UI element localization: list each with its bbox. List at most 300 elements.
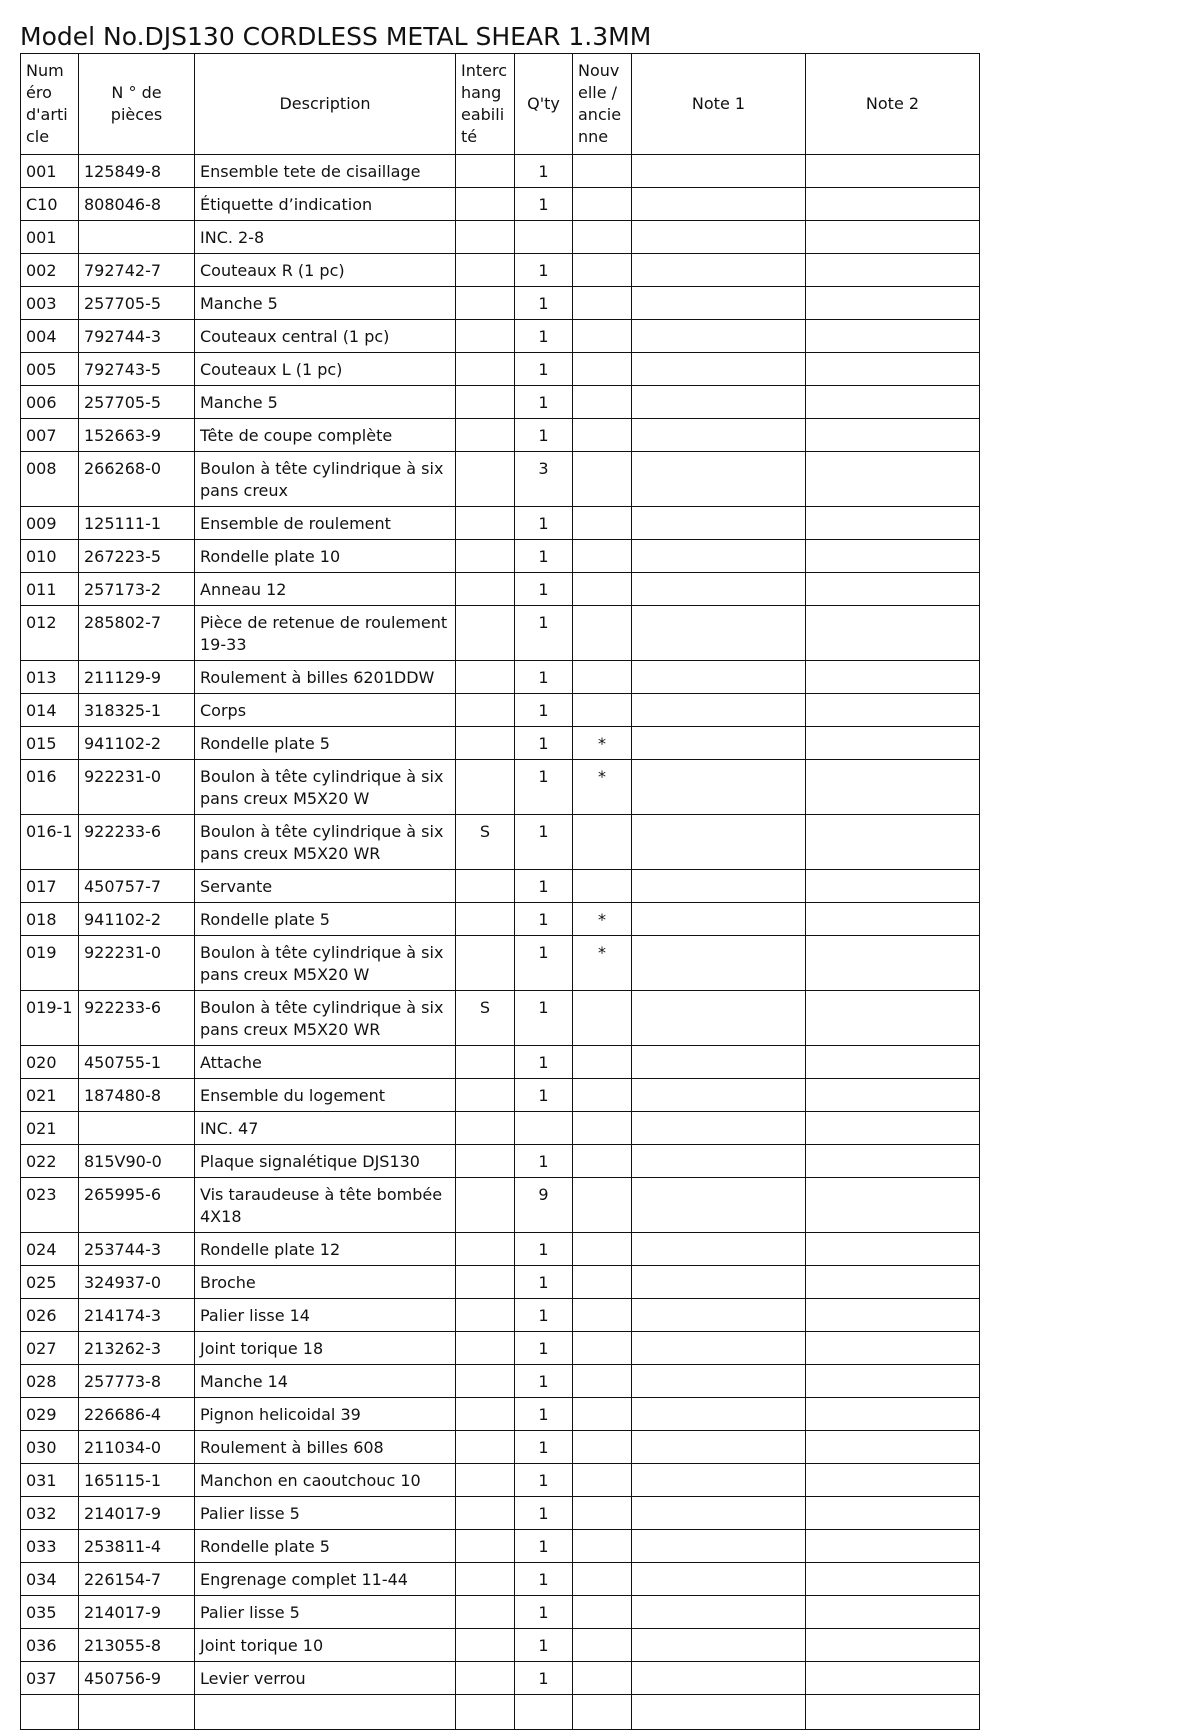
cell-note-1 [632, 1145, 806, 1178]
cell-item-number: C10 [21, 188, 79, 221]
table-row [21, 320, 980, 353]
cell-new-old [573, 386, 632, 419]
cell-description: Plaque signalétique DJS130 [195, 1145, 456, 1178]
cell-note-2 [806, 760, 980, 815]
cell-note-2 [806, 221, 980, 254]
cell-new-old [573, 991, 632, 1046]
table-row [21, 815, 980, 870]
cell-quantity: 1 [515, 1629, 573, 1662]
cell-note-1 [632, 287, 806, 320]
cell-quantity: 1 [515, 1563, 573, 1596]
cell-note-1 [632, 661, 806, 694]
cell-new-old [573, 188, 632, 221]
cell-interchangeability [456, 1145, 515, 1178]
cell-quantity: 1 [515, 1266, 573, 1299]
cell-new-old [573, 1079, 632, 1112]
cell-quantity: 3 [515, 452, 573, 507]
cell-new-old [573, 507, 632, 540]
cell-note-1 [632, 1046, 806, 1079]
cell-item-number: 030 [21, 1431, 79, 1464]
cell-new-old: * [573, 936, 632, 991]
cell-item-number: 017 [21, 870, 79, 903]
cell-interchangeability [456, 419, 515, 452]
cell-interchangeability [456, 573, 515, 606]
cell-quantity: 1 [515, 870, 573, 903]
cell-part-number: 792742-7 [79, 254, 195, 287]
cell-interchangeability: S [456, 991, 515, 1046]
header-item-number: Numéro d'article [21, 54, 79, 155]
cell-quantity: 1 [515, 661, 573, 694]
cell-part-number: 152663-9 [79, 419, 195, 452]
cell-description: Couteaux L (1 pc) [195, 353, 456, 386]
cell-item-number: 013 [21, 661, 79, 694]
cell-new-old [573, 155, 632, 188]
cell-new-old [573, 1266, 632, 1299]
cell-note-2 [806, 694, 980, 727]
cell-new-old [573, 815, 632, 870]
cell-note-2 [806, 1629, 980, 1662]
cell-description: Manchon en caoutchouc 10 [195, 1464, 456, 1497]
cell-part-number: 213262-3 [79, 1332, 195, 1365]
cell-new-old [573, 287, 632, 320]
cell-interchangeability [456, 1299, 515, 1332]
table-row [21, 1629, 980, 1662]
cell-note-1 [632, 452, 806, 507]
cell-description: Manche 5 [195, 386, 456, 419]
table-row [21, 1145, 980, 1178]
cell-description: Manche 14 [195, 1365, 456, 1398]
cell-note-1 [632, 870, 806, 903]
cell-quantity: 1 [515, 760, 573, 815]
table-row [21, 760, 980, 815]
cell-note-2 [806, 254, 980, 287]
cell-item-number: 036 [21, 1629, 79, 1662]
table-row [21, 1464, 980, 1497]
cell-description: Boulon à tête cylindrique à six pans creux M5X20 W [195, 936, 456, 991]
header-new-old: Nouvelle / ancienne [573, 54, 632, 155]
cell-note-2 [806, 1365, 980, 1398]
cell-part-number: 257705-5 [79, 287, 195, 320]
cell-item-number: 012 [21, 606, 79, 661]
cell-interchangeability [456, 1332, 515, 1365]
cell-note-2 [806, 320, 980, 353]
cell-new-old [573, 1398, 632, 1431]
page-title: Model No.DJS130 CORDLESS METAL SHEAR 1.3MM [20, 22, 652, 51]
cell-new-old [573, 1464, 632, 1497]
cell-item-number: 022 [21, 1145, 79, 1178]
cell-note-2 [806, 1464, 980, 1497]
cell-part-number: 165115-1 [79, 1464, 195, 1497]
cell-new-old [573, 661, 632, 694]
cell-quantity: 1 [515, 353, 573, 386]
table-row [21, 606, 980, 661]
cell-note-1 [632, 573, 806, 606]
cell-item-number: 016 [21, 760, 79, 815]
cell-new-old [573, 419, 632, 452]
cell-new-old [573, 606, 632, 661]
table-row [21, 1112, 980, 1145]
cell-note-2 [806, 540, 980, 573]
table-row [21, 1178, 980, 1233]
cell-new-old [573, 1332, 632, 1365]
cell-note-2 [806, 1178, 980, 1233]
cell-part-number: 226686-4 [79, 1398, 195, 1431]
cell-note-2 [806, 1079, 980, 1112]
cell-new-old [573, 1431, 632, 1464]
cell-quantity: 1 [515, 1145, 573, 1178]
cell-note-1 [632, 155, 806, 188]
cell-description: Boulon à tête cylindrique à six pans creux M5X20 W [195, 760, 456, 815]
cell-quantity: 1 [515, 1497, 573, 1530]
cell-part-number: 257773-8 [79, 1365, 195, 1398]
table-row [21, 694, 980, 727]
cell-item-number: 006 [21, 386, 79, 419]
cell-item-number: 001 [21, 221, 79, 254]
table-row [21, 1299, 980, 1332]
header-interchangeability: Interchangeabilité [456, 54, 515, 155]
cell-interchangeability [456, 1497, 515, 1530]
cell-interchangeability [456, 661, 515, 694]
cell-description: Servante [195, 870, 456, 903]
cell-new-old [573, 1046, 632, 1079]
cell-item-number: 020 [21, 1046, 79, 1079]
cell-new-old [573, 1530, 632, 1563]
cell-note-2 [806, 1431, 980, 1464]
cell-new-old [573, 1178, 632, 1233]
table-row [21, 1530, 980, 1563]
cell-new-old [573, 353, 632, 386]
header-note-1: Note 1 [632, 54, 806, 155]
cell-description: Palier lisse 5 [195, 1596, 456, 1629]
cell-note-1 [632, 419, 806, 452]
cell-note-2 [806, 1530, 980, 1563]
cell-interchangeability [456, 870, 515, 903]
cell-part-number: 318325-1 [79, 694, 195, 727]
cell-interchangeability [456, 1178, 515, 1233]
cell-note-1 [632, 727, 806, 760]
cell-interchangeability [456, 1629, 515, 1662]
cell-item-number: 025 [21, 1266, 79, 1299]
table-row [21, 1332, 980, 1365]
cell-note-1 [632, 815, 806, 870]
table-row [21, 419, 980, 452]
parts-table [20, 53, 980, 1730]
empty-cell [632, 1695, 806, 1730]
cell-description: Ensemble de roulement [195, 507, 456, 540]
cell-item-number: 010 [21, 540, 79, 573]
cell-description: Ensemble tete de cisaillage [195, 155, 456, 188]
cell-note-1 [632, 1233, 806, 1266]
table-row [21, 1596, 980, 1629]
cell-part-number: 257705-5 [79, 386, 195, 419]
cell-note-2 [806, 1145, 980, 1178]
cell-quantity: 1 [515, 903, 573, 936]
cell-interchangeability [456, 320, 515, 353]
cell-note-2 [806, 573, 980, 606]
cell-part-number [79, 221, 195, 254]
cell-note-1 [632, 1079, 806, 1112]
cell-description: Manche 5 [195, 287, 456, 320]
cell-new-old [573, 1629, 632, 1662]
table-row [21, 573, 980, 606]
cell-note-1 [632, 1530, 806, 1563]
cell-note-1 [632, 188, 806, 221]
table-row [21, 188, 980, 221]
header-quantity: Q'ty [515, 54, 573, 155]
empty-cell [515, 1695, 573, 1730]
table-row [21, 936, 980, 991]
cell-quantity: 1 [515, 254, 573, 287]
cell-part-number: 211129-9 [79, 661, 195, 694]
cell-interchangeability [456, 1112, 515, 1145]
cell-item-number: 031 [21, 1464, 79, 1497]
cell-description: Couteaux R (1 pc) [195, 254, 456, 287]
cell-part-number: 450757-7 [79, 870, 195, 903]
cell-item-number: 023 [21, 1178, 79, 1233]
table-row [21, 254, 980, 287]
cell-note-2 [806, 1233, 980, 1266]
table-row [21, 353, 980, 386]
cell-quantity: 1 [515, 1398, 573, 1431]
cell-note-1 [632, 254, 806, 287]
cell-interchangeability [456, 606, 515, 661]
cell-interchangeability [456, 1530, 515, 1563]
cell-note-2 [806, 386, 980, 419]
cell-note-1 [632, 386, 806, 419]
cell-interchangeability [456, 507, 515, 540]
cell-item-number: 032 [21, 1497, 79, 1530]
cell-quantity: 1 [515, 606, 573, 661]
cell-item-number: 002 [21, 254, 79, 287]
cell-new-old [573, 452, 632, 507]
cell-quantity: 1 [515, 1233, 573, 1266]
table-row [21, 386, 980, 419]
cell-note-2 [806, 188, 980, 221]
cell-description: Palier lisse 5 [195, 1497, 456, 1530]
empty-cell [21, 1695, 79, 1730]
cell-note-1 [632, 1112, 806, 1145]
cell-item-number: 014 [21, 694, 79, 727]
cell-note-1 [632, 1299, 806, 1332]
table-row [21, 1046, 980, 1079]
cell-quantity: 1 [515, 1530, 573, 1563]
cell-new-old [573, 1563, 632, 1596]
cell-description: Vis taraudeuse à tête bombée 4X18 [195, 1178, 456, 1233]
table-row [21, 1365, 980, 1398]
cell-part-number: 125849-8 [79, 155, 195, 188]
cell-note-2 [806, 1046, 980, 1079]
header-note-2: Note 2 [806, 54, 980, 155]
cell-note-2 [806, 1332, 980, 1365]
cell-note-2 [806, 606, 980, 661]
cell-description: Rondelle plate 5 [195, 727, 456, 760]
cell-note-2 [806, 287, 980, 320]
cell-interchangeability [456, 936, 515, 991]
cell-item-number: 015 [21, 727, 79, 760]
table-row [21, 1662, 980, 1695]
cell-note-2 [806, 353, 980, 386]
parts-table-body [21, 155, 980, 1730]
cell-note-2 [806, 155, 980, 188]
empty-cell [573, 1695, 632, 1730]
cell-new-old [573, 870, 632, 903]
cell-part-number: 922231-0 [79, 760, 195, 815]
cell-note-2 [806, 1662, 980, 1695]
cell-note-2 [806, 1299, 980, 1332]
cell-part-number: 265995-6 [79, 1178, 195, 1233]
cell-part-number: 214017-9 [79, 1596, 195, 1629]
cell-note-1 [632, 353, 806, 386]
cell-item-number: 029 [21, 1398, 79, 1431]
cell-item-number: 027 [21, 1332, 79, 1365]
cell-note-1 [632, 320, 806, 353]
cell-description: Anneau 12 [195, 573, 456, 606]
cell-description: Broche [195, 1266, 456, 1299]
cell-part-number: 266268-0 [79, 452, 195, 507]
cell-quantity: 1 [515, 1464, 573, 1497]
cell-note-1 [632, 1332, 806, 1365]
cell-item-number: 003 [21, 287, 79, 320]
cell-interchangeability [456, 188, 515, 221]
cell-item-number: 004 [21, 320, 79, 353]
cell-quantity: 1 [515, 1365, 573, 1398]
cell-note-1 [632, 1464, 806, 1497]
cell-part-number: 324937-0 [79, 1266, 195, 1299]
cell-item-number: 021 [21, 1112, 79, 1145]
cell-new-old: * [573, 760, 632, 815]
cell-new-old [573, 1145, 632, 1178]
table-row [21, 155, 980, 188]
cell-quantity: 1 [515, 155, 573, 188]
cell-quantity: 1 [515, 991, 573, 1046]
cell-interchangeability [456, 1563, 515, 1596]
cell-item-number: 018 [21, 903, 79, 936]
table-row [21, 221, 980, 254]
cell-interchangeability [456, 540, 515, 573]
cell-interchangeability [456, 903, 515, 936]
empty-cell [195, 1695, 456, 1730]
cell-new-old [573, 540, 632, 573]
cell-new-old [573, 573, 632, 606]
cell-part-number: 226154-7 [79, 1563, 195, 1596]
cell-part-number: 211034-0 [79, 1431, 195, 1464]
cell-interchangeability: S [456, 815, 515, 870]
cell-quantity: 1 [515, 188, 573, 221]
cell-part-number [79, 1112, 195, 1145]
cell-item-number: 019-1 [21, 991, 79, 1046]
cell-interchangeability [456, 221, 515, 254]
cell-note-1 [632, 1398, 806, 1431]
cell-note-1 [632, 991, 806, 1046]
cell-interchangeability [456, 1266, 515, 1299]
cell-part-number: 214017-9 [79, 1497, 195, 1530]
cell-note-1 [632, 540, 806, 573]
cell-description: Corps [195, 694, 456, 727]
cell-quantity: 1 [515, 1299, 573, 1332]
cell-interchangeability [456, 155, 515, 188]
cell-part-number: 815V90-0 [79, 1145, 195, 1178]
cell-part-number: 922233-6 [79, 815, 195, 870]
empty-cell [79, 1695, 195, 1730]
table-row [21, 507, 980, 540]
cell-note-1 [632, 1662, 806, 1695]
cell-interchangeability [456, 760, 515, 815]
cell-new-old [573, 1233, 632, 1266]
cell-note-1 [632, 936, 806, 991]
cell-description: Tête de coupe complète [195, 419, 456, 452]
table-row [21, 661, 980, 694]
table-row [21, 1497, 980, 1530]
table-row [21, 870, 980, 903]
table-row [21, 1398, 980, 1431]
cell-description: Rondelle plate 5 [195, 903, 456, 936]
cell-part-number: 125111-1 [79, 507, 195, 540]
table-row-empty [21, 1695, 980, 1730]
cell-item-number: 005 [21, 353, 79, 386]
cell-new-old [573, 221, 632, 254]
header-row [21, 54, 980, 155]
cell-interchangeability [456, 727, 515, 760]
cell-note-2 [806, 1398, 980, 1431]
cell-item-number: 037 [21, 1662, 79, 1695]
cell-description: Rondelle plate 5 [195, 1530, 456, 1563]
table-row [21, 1266, 980, 1299]
cell-part-number: 450756-9 [79, 1662, 195, 1695]
cell-interchangeability [456, 1079, 515, 1112]
cell-description: Attache [195, 1046, 456, 1079]
cell-quantity: 1 [515, 320, 573, 353]
table-row [21, 1563, 980, 1596]
cell-new-old [573, 1662, 632, 1695]
empty-cell [806, 1695, 980, 1730]
cell-note-2 [806, 1497, 980, 1530]
cell-description: Roulement à billes 608 [195, 1431, 456, 1464]
cell-note-1 [632, 1431, 806, 1464]
table-row [21, 903, 980, 936]
cell-quantity [515, 221, 573, 254]
table-row [21, 1431, 980, 1464]
table-row [21, 727, 980, 760]
cell-note-2 [806, 870, 980, 903]
header-description: Description [195, 54, 456, 155]
cell-quantity: 1 [515, 386, 573, 419]
cell-new-old [573, 1497, 632, 1530]
cell-description: Roulement à billes 6201DDW [195, 661, 456, 694]
cell-description: Levier verrou [195, 1662, 456, 1695]
cell-part-number: 792744-3 [79, 320, 195, 353]
cell-item-number: 019 [21, 936, 79, 991]
cell-description: Boulon à tête cylindrique à six pans creux M5X20 WR [195, 991, 456, 1046]
cell-note-2 [806, 815, 980, 870]
cell-interchangeability [456, 1233, 515, 1266]
cell-interchangeability [456, 1046, 515, 1079]
cell-item-number: 008 [21, 452, 79, 507]
cell-note-2 [806, 936, 980, 991]
cell-new-old [573, 1596, 632, 1629]
cell-item-number: 011 [21, 573, 79, 606]
cell-note-1 [632, 760, 806, 815]
cell-quantity: 1 [515, 1596, 573, 1629]
cell-item-number: 021 [21, 1079, 79, 1112]
cell-description: Boulon à tête cylindrique à six pans creux M5X20 WR [195, 815, 456, 870]
cell-quantity: 1 [515, 936, 573, 991]
cell-quantity: 1 [515, 1431, 573, 1464]
cell-note-2 [806, 727, 980, 760]
cell-quantity: 1 [515, 540, 573, 573]
cell-note-2 [806, 507, 980, 540]
table-row [21, 1079, 980, 1112]
cell-new-old [573, 320, 632, 353]
